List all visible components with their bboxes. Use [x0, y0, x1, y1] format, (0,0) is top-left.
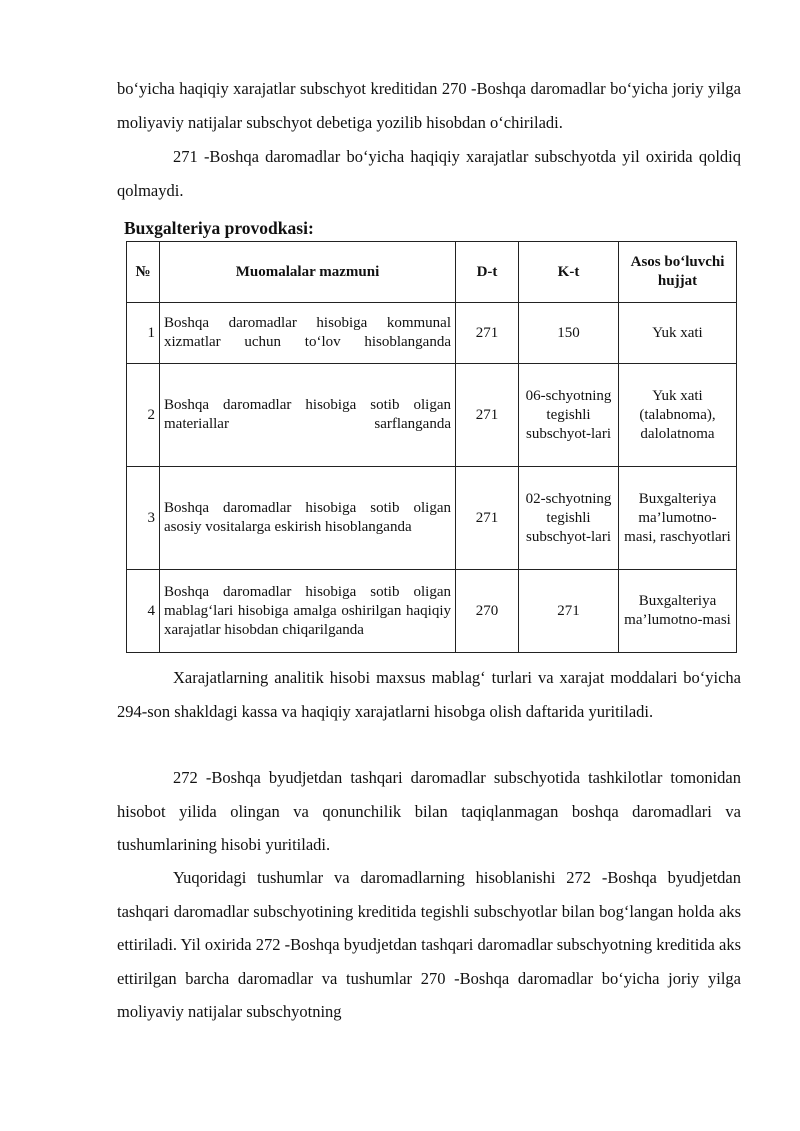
row-credit: 06-schyotning tegishli subschyot-lari: [519, 364, 619, 467]
paragraph-272-subaccount: 272 -Boshqa byudjetdan tashqari daromadlar subschyotida tashkilotlar tomonidan hisobot yilida olingan va qonunchilik bilan taqiqlanmagan boshqa daromadlari va tushumlarining hisobi yuritiladi.: [117, 768, 741, 854]
row-number: 4: [127, 570, 160, 653]
row-number: 3: [127, 467, 160, 570]
table-title: Buxgalteriya provodkasi:: [124, 218, 314, 238]
paragraph-analytic-accounting: Xarajatlarning analitik hisobi maxsus mablag‘ turlari va xarajat moddalari bo‘yicha 294-son shakldagi kassa va haqiqiy xarajatlarni hisobga olish daftarida yuritiladi.: [117, 668, 741, 721]
row-credit: 150: [519, 303, 619, 364]
row-debit: 271: [456, 303, 519, 364]
header-number: №: [127, 242, 160, 303]
row-debit: 270: [456, 570, 519, 653]
table-row: [127, 570, 737, 653]
row-description: Boshqa daromadlar hisobiga sotib oligan materiallar sarflanganda: [160, 364, 456, 467]
row-description: Boshqa daromadlar hisobiga kommunal xizmatlar uchun to‘lov hisoblanganda: [160, 303, 456, 364]
row-debit: 271: [456, 467, 519, 570]
table-header-row: [127, 242, 737, 303]
header-document: Asos bo‘luvchi hujjat: [619, 242, 737, 303]
header-credit: K-t: [519, 242, 619, 303]
row-document: Yuk xati (talabnoma), dalolatnoma: [619, 364, 737, 467]
table-row: [127, 467, 737, 570]
accounting-entries-table: [126, 241, 737, 653]
row-document: Yuk xati: [619, 303, 737, 364]
paragraph-continuation: bo‘yicha haqiqiy xarajatlar subschyot kreditidan 270 -Boshqa daromadlar bo‘yicha joriy yilga moliyaviy natijalar subschyot debetiga yozilib hisobdan o‘chiriladi.: [117, 79, 741, 132]
row-credit: 271: [519, 570, 619, 653]
row-debit: 271: [456, 364, 519, 467]
paragraph-271-no-balance: 271 -Boshqa daromadlar bo‘yicha haqiqiy xarajatlar subschyotda yil oxirida qoldiq qolmaydi.: [117, 147, 741, 200]
row-description: Boshqa daromadlar hisobiga sotib oligan mablag‘lari hisobiga amalga oshirilgan haqiqiy xarajatlar hisobdan chiqarilganda: [160, 570, 456, 653]
row-number: 1: [127, 303, 160, 364]
row-number: 2: [127, 364, 160, 467]
table-row: [127, 303, 737, 364]
row-credit: 02-schyotning tegishli subschyot-lari: [519, 467, 619, 570]
table-row: [127, 364, 737, 467]
paragraph-receipts-recognition: Yuqoridagi tushumlar va daromadlarning hisoblanishi 272 -Boshqa byudjetdan tashqari daromadlar subschyotining kreditida tegishli subschyotlar bilan bog‘langan holda aks ettiriladi. Yil oxirida 272 -Boshqa byudjetdan tashqari daromadlar subschyotning kreditida aks ettirilgan barcha daromadlar va tushumlar 270 -Boshqa daromadlar bo‘yicha joriy yilga moliyaviy natijalar subschyotning: [117, 868, 741, 1021]
row-document: Buxgalteriya ma’lumotno-masi, raschyotlari: [619, 467, 737, 570]
header-debit: D-t: [456, 242, 519, 303]
header-description: Muomalalar mazmuni: [160, 242, 456, 303]
row-document: Buxgalteriya ma’lumotno-masi: [619, 570, 737, 653]
row-description: Boshqa daromadlar hisobiga sotib oligan asosiy vositalarga eskirish hisoblanganda: [160, 467, 456, 570]
